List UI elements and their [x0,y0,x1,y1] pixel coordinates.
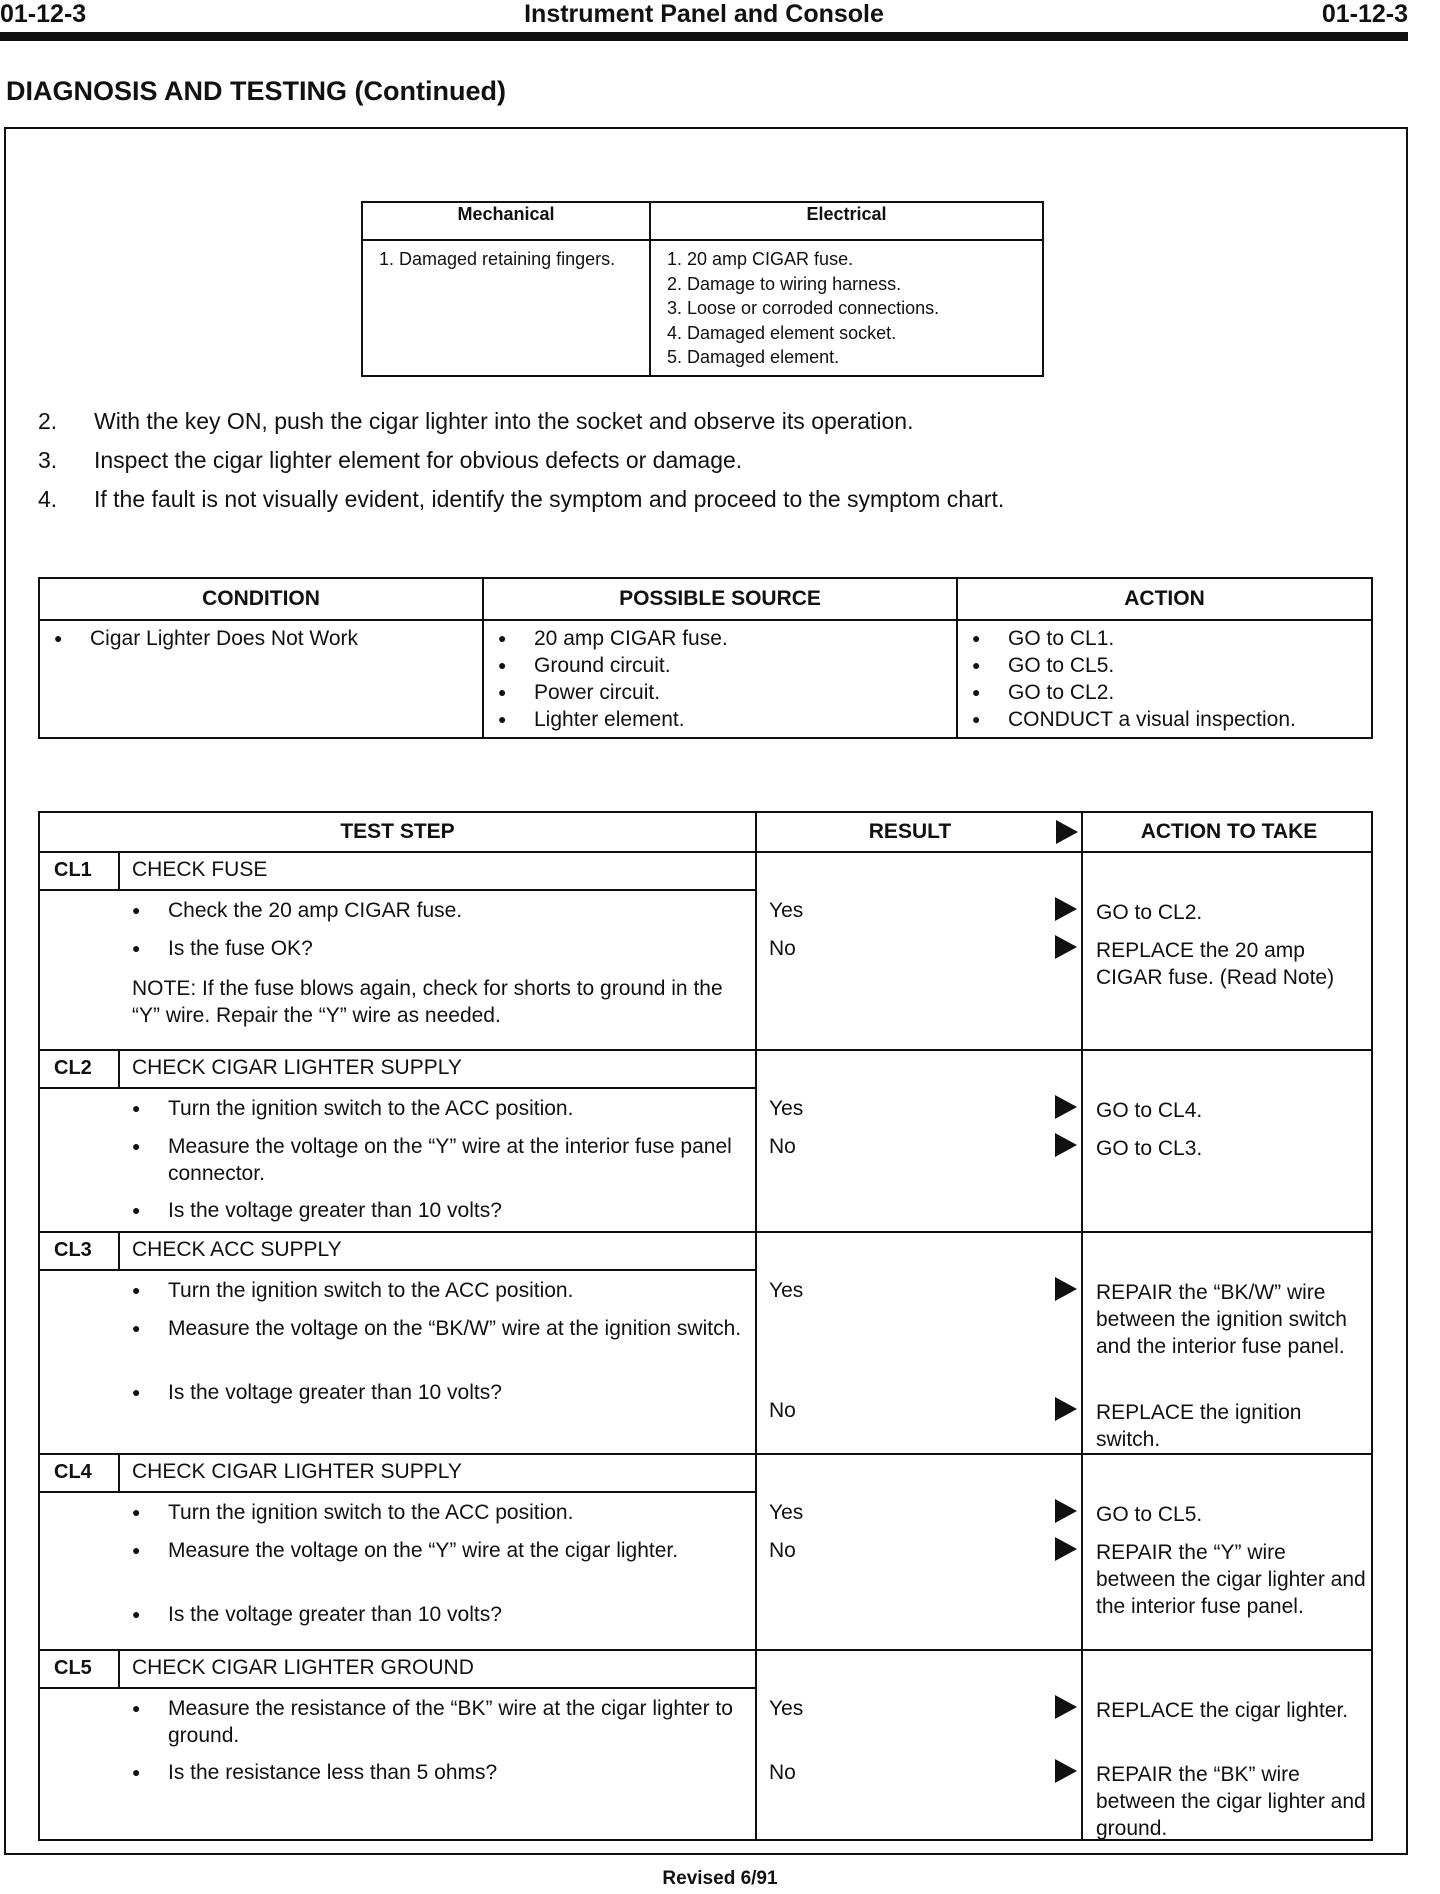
arrow-icon [1055,1759,1077,1783]
divider [40,889,755,891]
action-no: REPLACE the ignition switch. [1096,1401,1302,1451]
divider [40,1231,1373,1233]
step-number: 3. [38,447,58,473]
action-no: REPAIR the “Y” wire between the cigar lighter and the interior fuse panel. [1096,1541,1366,1618]
step-bullet: ● Measure the voltage on the “BK/W” wire at the ignition switch. [168,1315,768,1342]
step-label-cl2: CL2 [54,1057,92,1079]
result-no: No [769,1399,796,1422]
result-yes: Yes [769,1097,804,1120]
step-title-cl2: CHECK CIGAR LIGHTER SUPPLY [132,1056,462,1079]
arrow-icon [1055,935,1077,959]
source-item: ● Power circuit. [494,679,946,706]
result-yes: Yes [769,899,804,922]
divider [118,1453,120,1491]
divider [40,1269,755,1271]
electrical-item: 1. 20 amp CIGAR fuse. [667,249,854,269]
header-rule [0,32,1408,41]
electrical-item: 3. Loose or corroded connections. [667,298,940,318]
arrow-icon [1055,1277,1077,1301]
test-step-table [38,811,1373,1841]
result-yes: Yes [769,1697,804,1720]
step-note: NOTE: If the fuse blows again, check for shorts to ground in the “Y” wire. Repair the “Y” wire as needed. [132,977,723,1027]
result-no: No [769,1539,796,1562]
divider [40,1087,755,1089]
action-item: ● GO to CL5. [968,652,1361,679]
electrical-cell [650,240,1043,376]
step-bullet: ● Measure the voltage on the “Y” wire at the interior fuse panel connector. [168,1133,768,1187]
symptom-header-source: POSSIBLE SOURCE [483,578,957,620]
divider [118,1231,120,1269]
divider [40,1453,1373,1455]
step-number: 2. [38,408,58,434]
cause-header-electrical: Electrical [650,202,1043,240]
step-text: Inspect the cigar lighter element for obvious defects or damage. [94,447,743,473]
arrow-icon [1055,1133,1077,1157]
step-bullet: ● Is the fuse OK? [168,935,768,962]
step-text: With the key ON, push the cigar lighter into the socket and observe its operation. [94,408,914,434]
step-bullet: ● Measure the voltage on the “Y” wire at the cigar lighter. [168,1537,768,1564]
procedure-step [38,447,1378,486]
section-title: DIAGNOSIS AND TESTING (Continued) [6,76,506,106]
arrow-icon [1055,1397,1077,1421]
action-cell [957,620,1372,738]
step-bullet: ● Is the voltage greater than 10 volts? [168,1379,768,1406]
divider [40,1491,755,1493]
action-item: ● GO to CL1. [968,625,1361,652]
condition-cell [39,620,483,738]
step-title-cl1: CHECK FUSE [132,858,268,881]
arrow-icon [1055,1695,1077,1719]
mechanical-item: 1. Damaged retaining fingers. [379,249,616,269]
procedure-step [38,408,1378,447]
symptom-header-action: ACTION [957,578,1372,620]
divider [40,1687,755,1689]
symptom-chart [38,577,1373,739]
result-no: No [769,937,796,960]
result-no: No [769,1135,796,1158]
procedure-steps [38,408,1378,525]
electrical-item: 4. Damaged element socket. [667,322,897,343]
page-header [0,0,1408,28]
divider [118,1049,120,1087]
divider [1081,813,1083,1841]
step-bullet: ● Check the 20 amp CIGAR fuse. [168,897,768,924]
step-bullet: ● Is the voltage greater than 10 volts? [168,1601,768,1628]
step-title-cl5: CHECK CIGAR LIGHTER GROUND [132,1656,474,1679]
divider [40,851,1373,853]
step-bullet: ● Turn the ignition switch to the ACC position. [168,1277,768,1304]
step-title-cl3: CHECK ACC SUPPLY [132,1238,342,1261]
action-no: REPAIR the “BK” wire between the cigar lighter and ground. [1096,1763,1366,1840]
electrical-item: 2. Damage to wiring harness. [667,273,902,294]
mechanical-cell [362,240,650,376]
action-no: REPLACE the 20 amp CIGAR fuse. (Read Note) [1096,939,1335,989]
page-number-right: 01-12-3 [1321,0,1408,28]
action-yes: GO to CL2. [1096,901,1203,924]
action-yes: GO to CL5. [1096,1503,1203,1526]
step-bullet: ● Is the resistance less than 5 ohms? [168,1759,768,1786]
condition-item: ● Cigar Lighter Does Not Work [50,625,472,652]
action-yes: REPAIR the “BK/W” wire between the ignition switch and the interior fuse panel. [1096,1281,1347,1358]
action-yes: REPLACE the cigar lighter. [1096,1699,1349,1722]
action-yes: GO to CL4. [1096,1099,1203,1122]
divider [40,1049,1373,1051]
step-bullet: ● Turn the ignition switch to the ACC position. [168,1095,768,1122]
step-number: 4. [38,486,58,512]
arrow-icon [1055,1537,1077,1561]
electrical-item: 5. Damaged element. [667,347,840,367]
action-no: GO to CL3. [1096,1137,1203,1160]
cause-table [361,201,1044,377]
header-result: RESULT [868,820,952,843]
action-item: ● GO to CL2. [968,679,1361,706]
divider [118,1649,120,1687]
source-item: ● 20 amp CIGAR fuse. [494,625,946,652]
divider [40,1649,1373,1651]
step-bullet: ● Is the voltage greater than 10 volts? [168,1197,768,1224]
symptom-header-condition: CONDITION [39,578,483,620]
source-item: ● Lighter element. [494,706,946,733]
source-cell [483,620,957,738]
result-yes: Yes [769,1279,804,1302]
arrow-icon [1055,897,1077,921]
arrow-icon [1055,1499,1077,1523]
divider [118,851,120,889]
revision-footer: Revised 6/91 [662,1868,778,1889]
source-item: ● Ground circuit. [494,652,946,679]
step-label-cl5: CL5 [54,1657,92,1679]
step-bullet: ● Turn the ignition switch to the ACC position. [168,1499,768,1526]
arrow-icon [1055,1095,1077,1119]
result-yes: Yes [769,1501,804,1524]
page-number-left: 01-12-3 [0,0,87,28]
header-action: ACTION TO TAKE [1140,820,1318,843]
cause-header-mechanical: Mechanical [362,202,650,240]
action-item: ● CONDUCT a visual inspection. [968,706,1361,733]
step-label-cl4: CL4 [54,1461,92,1483]
step-title-cl4: CHECK CIGAR LIGHTER SUPPLY [132,1460,462,1483]
step-label-cl1: CL1 [54,859,92,881]
result-arrow-icon [1056,820,1078,844]
procedure-step [38,486,1378,525]
page-header-title: Instrument Panel and Console [524,0,884,28]
header-test-step: TEST STEP [340,820,455,843]
result-no: No [769,1761,796,1784]
step-bullet: ● Measure the resistance of the “BK” wire at the cigar lighter to ground. [168,1695,768,1749]
step-text: If the fault is not visually evident, identify the symptom and proceed to the symptom chart. [94,486,1005,512]
step-label-cl3: CL3 [54,1239,92,1261]
